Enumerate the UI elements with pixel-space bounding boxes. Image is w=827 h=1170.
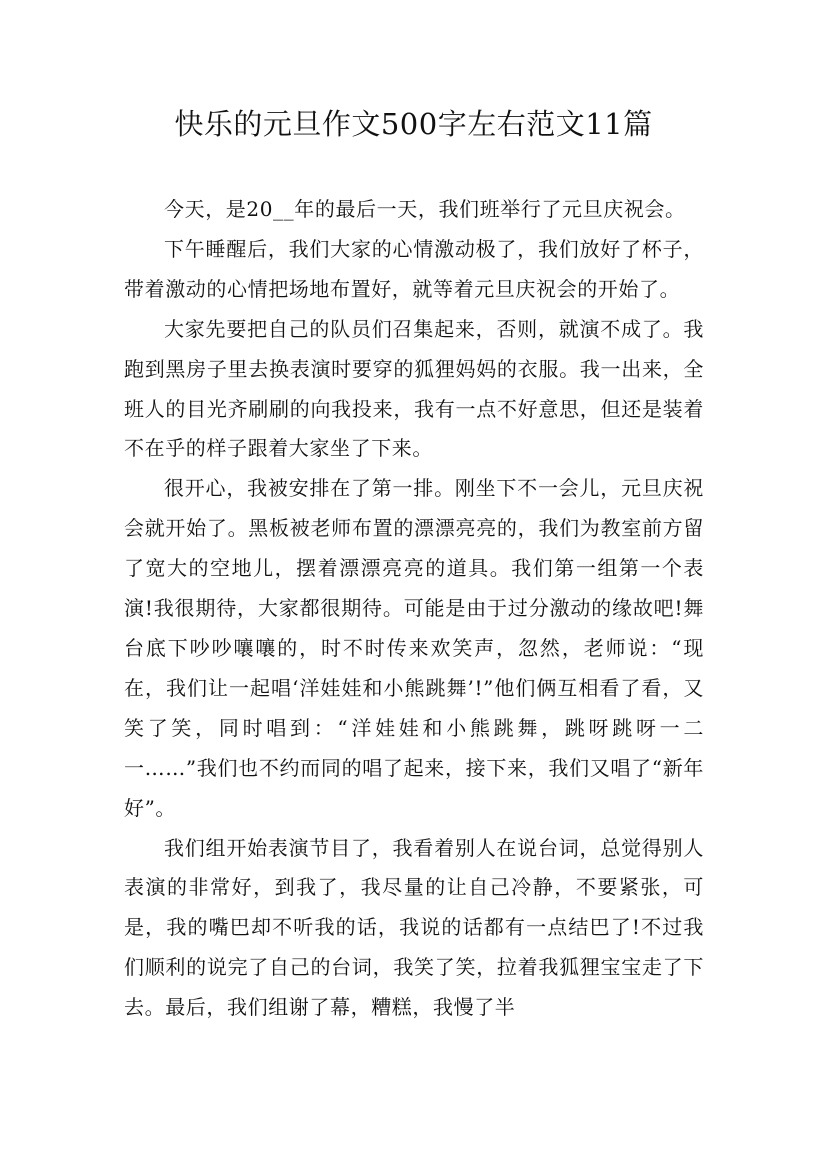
document-body <box>124 190 704 1028</box>
paragraph: 今天，是20__年的最后一天，我们班举行了元旦庆祝会。 <box>164 197 686 221</box>
paragraph: 大家先要把自己的队员们召集起来，否则，就演不成了。我跑到黑房子里去换表演时要穿的狐狸妈妈的衣服。我一出来，全班人的目光齐刷刷的向我投来，我有一点不好意思，但还是装着不在乎的样子跟着大家坐了下来。 <box>124 316 704 461</box>
paragraph: 下午睡醒后，我们大家的心情激动极了，我们放好了杯子，带着激动的心情把场地布置好，就等着元旦庆祝会的开始了。 <box>124 236 704 301</box>
paragraph: 我们组开始表演节目了，我看着别人在说台词，总觉得别人表演的非常好，到我了，我尽量的让自己冷静，不要紧张，可是，我的嘴巴却不听我的话，我说的话都有一点结巴了!不过我们顺利的说完了自己的台词，我笑了笑，拉着我狐狸宝宝走了下去。最后，我们组谢了幕，糟糕，我慢了半 <box>124 835 704 1020</box>
paragraph: 很开心，我被安排在了第一排。刚坐下不一会儿，元旦庆祝会就开始了。黑板被老师布置的漂漂亮亮的，我们为教室前方留了宽大的空地儿，摆着漂漂亮亮的道具。我们第一组第一个表演!我很期待，大家都很期待。可能是由于过分激动的缘故吧!舞台底下吵吵嚷嚷的，时不时传来欢笑声，忽然，老师说：“现在，我们让一起唱‘洋娃娃和小熊跳舞’!”他们俩互相看了看，又笑了笑，同时唱到：“洋娃娃和小熊跳舞，跳呀跳呀一二一……”我们也不约而同的唱了起来，接下来，我们又唱了“新年好”。 <box>124 476 704 820</box>
document-title: 快乐的元旦作文500字左右范文11篇 <box>174 107 653 141</box>
